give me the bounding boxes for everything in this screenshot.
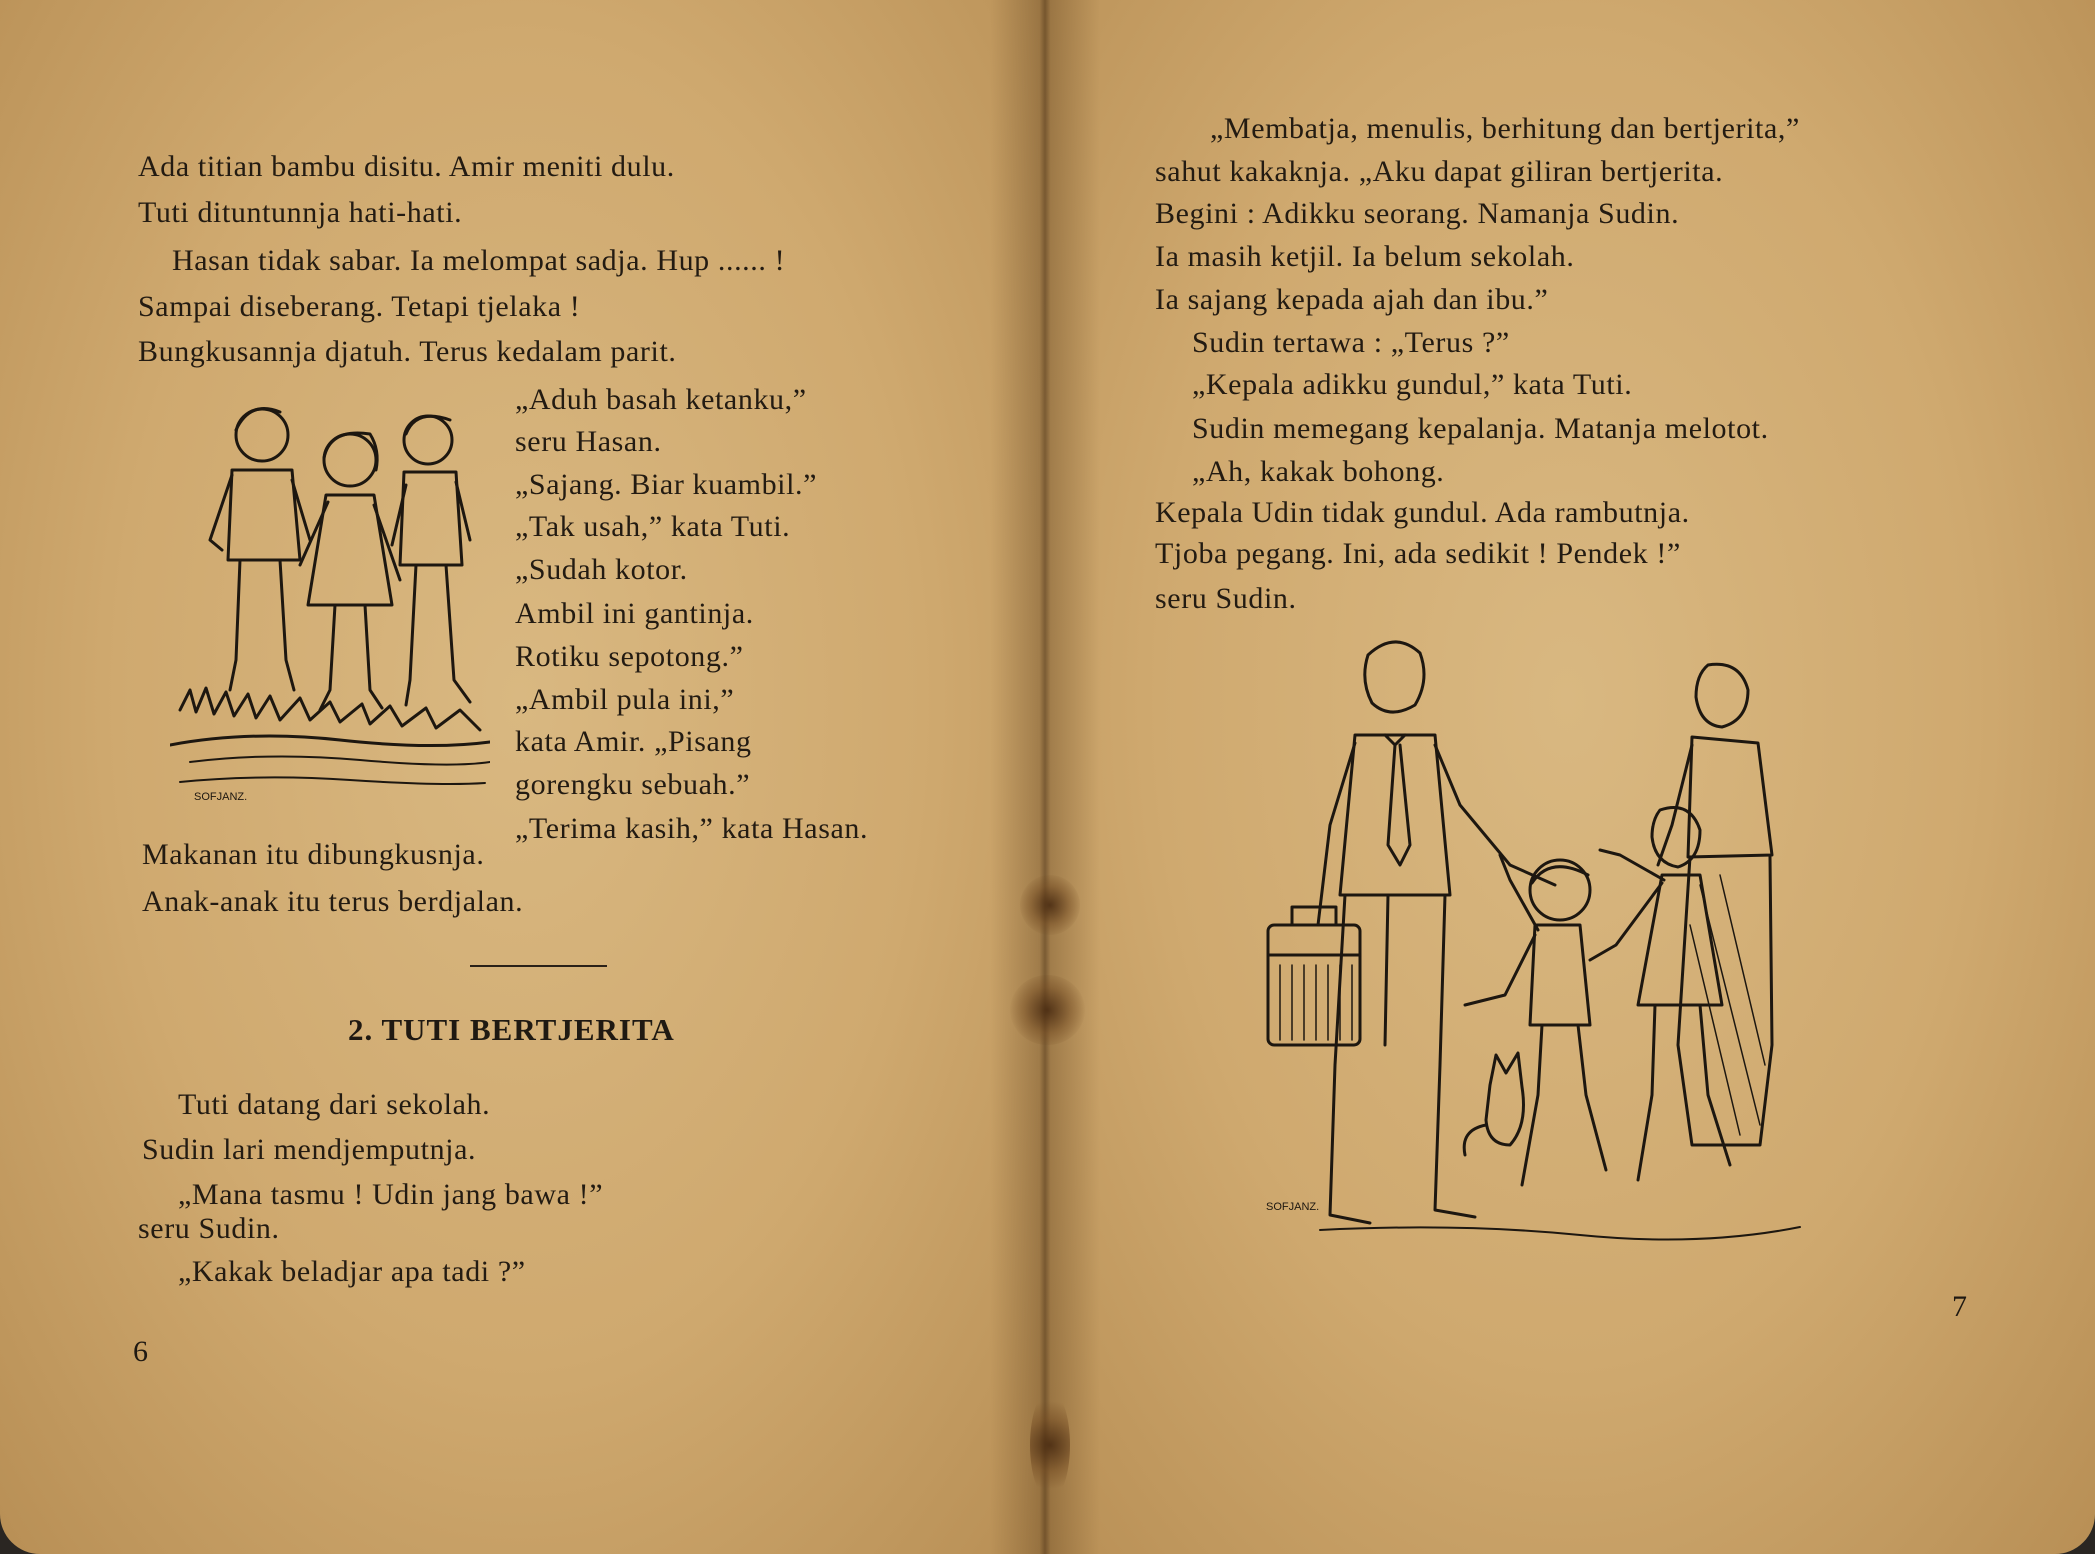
text-line: „Sudah kotor. bbox=[515, 553, 688, 586]
page-number: 7 bbox=[1952, 1290, 1967, 1323]
text-line: „Kakak beladjar apa tadi ?” bbox=[178, 1255, 526, 1288]
text-line: gorengku sebuah.” bbox=[515, 768, 751, 801]
text-line: Hasan tidak sabar. Ia melompat sadja. Hup ...... ! bbox=[172, 244, 786, 277]
text-line: Tuti datang dari sekolah. bbox=[178, 1088, 491, 1121]
text-line: Makanan itu dibungkusnja. bbox=[142, 838, 485, 871]
text-line: Begini : Adikku seorang. Namanja Sudin. bbox=[1155, 197, 1680, 230]
text-line: sahut kakaknja. „Aku dapat giliran bertjerita. bbox=[1155, 155, 1724, 188]
text-line: seru Hasan. bbox=[515, 425, 662, 458]
text-line: „Terima kasih,” kata Hasan. bbox=[515, 812, 869, 845]
binding-hole bbox=[1030, 1390, 1070, 1500]
text-line: „Ambil pula ini,” bbox=[515, 683, 735, 716]
text-line: Anak-anak itu terus berdjalan. bbox=[142, 885, 524, 918]
binding-hole bbox=[1020, 875, 1080, 935]
text-line: „Sajang. Biar kuambil.” bbox=[515, 468, 818, 501]
text-line: „Mana tasmu ! Udin jang bawa !” bbox=[178, 1178, 604, 1211]
text-line: Ia masih ketjil. Ia belum sekolah. bbox=[1155, 240, 1575, 273]
page-number: 6 bbox=[133, 1335, 148, 1368]
text-line: „Membatja, menulis, berhitung dan bertjerita,” bbox=[1210, 112, 1800, 145]
left-page bbox=[0, 0, 1040, 1554]
binding-hole bbox=[1010, 975, 1085, 1045]
text-line: Tjoba pegang. Ini, ada sedikit ! Pendek !” bbox=[1155, 537, 1681, 570]
illustration-signature: SOFJANZ. bbox=[1266, 1201, 1320, 1213]
text-line: Rotiku sepotong.” bbox=[515, 640, 744, 673]
text-line: Sudin tertawa : „Terus ?” bbox=[1192, 326, 1510, 359]
text-line: Sudin memegang kepalanja. Matanja melotot. bbox=[1192, 412, 1769, 445]
text-line: kata Amir. „Pisang bbox=[515, 725, 752, 758]
text-line: Sudin lari mendjemputnja. bbox=[142, 1133, 477, 1166]
text-line: Ada titian bambu disitu. Amir meniti dulu. bbox=[138, 150, 675, 183]
text-line: Ambil ini gantinja. bbox=[515, 597, 754, 630]
family-illustration bbox=[1260, 625, 1820, 1245]
chapter-heading: 2. TUTI BERTJERITA bbox=[348, 1012, 675, 1047]
text-line: seru Sudin. bbox=[1155, 582, 1297, 615]
divider-rule bbox=[470, 965, 607, 967]
text-line: Tuti dituntunnja hati-hati. bbox=[138, 196, 463, 229]
children-crossing-illustration bbox=[170, 390, 490, 810]
illustration-signature: SOFJANZ. bbox=[194, 791, 248, 803]
book-gutter bbox=[990, 0, 1100, 1554]
text-line: „Ah, kakak bohong. bbox=[1192, 455, 1445, 488]
text-line: „Kepala adikku gundul,” kata Tuti. bbox=[1192, 368, 1633, 401]
text-line: „Tak usah,” kata Tuti. bbox=[515, 510, 791, 543]
text-line: seru Sudin. bbox=[138, 1212, 280, 1245]
text-line: „Aduh basah ketanku,” bbox=[515, 383, 807, 416]
text-line: Bungkusannja djatuh. Terus kedalam parit. bbox=[138, 335, 677, 368]
text-line: Sampai diseberang. Tetapi tjelaka ! bbox=[138, 290, 581, 323]
right-page bbox=[1040, 0, 2095, 1554]
text-line: Ia sajang kepada ajah dan ibu.” bbox=[1155, 283, 1549, 316]
text-line: Kepala Udin tidak gundul. Ada rambutnja. bbox=[1155, 496, 1690, 529]
